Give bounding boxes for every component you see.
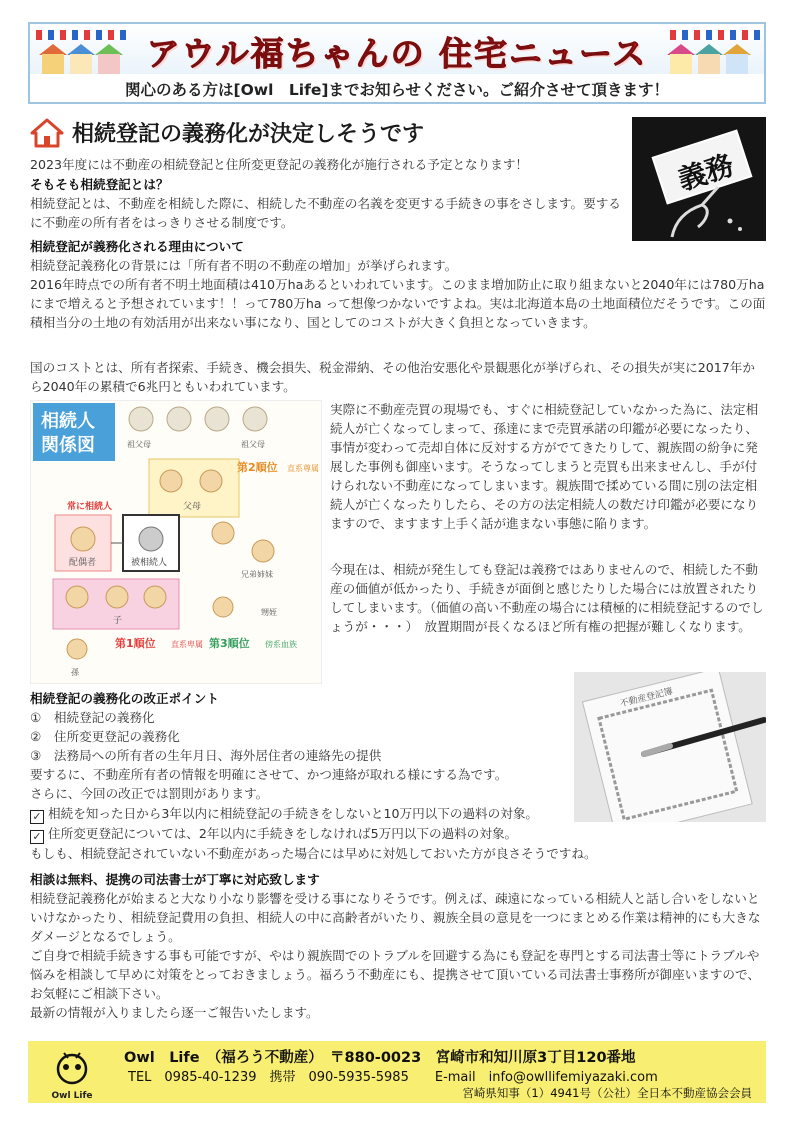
rank3-label: 第3順位 <box>209 637 250 650</box>
penalty-advice: もしも、相続登記されていない不動産があった場合には早めに対処しておいた方が良さそうですね。 <box>30 846 597 861</box>
cert-label: 不動産登記簿 <box>619 686 674 710</box>
section-body-2b: 2016年時点での所有者不明土地面積は410万haあるといわれています。このまま増加防止に取り組まないと2040年には780万haにまで増えると予想されています！！って780万ha って想像つかないですよね。実は北海道本島の土地面積位だそうです。この面積相当分の土地の有効活用が出来ない事になり、国としてのコストが大きく負担となっていきます。 <box>30 277 766 330</box>
penalty-item-2: ✓ 住所変更登記については、2年以内に手続きをしなければ5万円以下の過料の対象。 <box>30 824 766 844</box>
article-intro: 2023年度には不動産の相続登記と住所変更登記の義務化が施行される予定となります！ <box>30 157 529 172</box>
svg-text:甥姪: 甥姪 <box>261 608 277 617</box>
house-icon <box>30 118 64 148</box>
svg-text:祖父母: 祖父母 <box>127 440 151 449</box>
registry-document-image <box>574 672 766 822</box>
penalty-item-1: ✓ 相続を知った日から3年以内に相続登記の手続きをしないと10万円以下の過料の対象。 <box>30 804 766 824</box>
obligation-label: 義務 <box>674 148 738 197</box>
always-heir-label: 常に相続人 <box>67 502 113 512</box>
section-heading-1: そもそも相続登記とは？ <box>30 177 169 192</box>
svg-text:傍系血族: 傍系血族 <box>265 640 297 649</box>
section-body-4c: 最新の情報が入りましたら逐一ご報告いたします。 <box>30 1005 319 1020</box>
section-heading-4: 相談は無料、提携の司法書士が丁寧に対応致します <box>30 872 320 887</box>
section-heading-2: 相続登記が義務化される理由について <box>30 239 244 254</box>
rank2-label: 第2順位 <box>237 461 278 474</box>
owl-life-logo: Owl Life <box>42 1047 102 1099</box>
section-body-4a: 相続登記義務化が始まると大なり小なり影響を受ける事になりそうです。例えば、疎遠になっている相続人と話し合いをしないといけなかったり、相続登記費用の負担、相続人の中に高齢者がいたり、親族全員の意見を一つにまとめる作業は精神的にも大きなダメージとなるでしょう。 <box>30 891 761 944</box>
article-title-row <box>30 117 424 148</box>
header-banner <box>28 22 766 104</box>
svg-text:直系尊属: 直系尊属 <box>287 464 319 473</box>
obligation-image <box>632 117 766 241</box>
reform-point-3: ③ 法務局への所有者の生年月日、海外居住者の連絡先の提供 <box>30 748 382 763</box>
contact-info: TEL 0985-40-1239 携帯 090-5935-5985 E-mail info@owllifemiyazaki.com <box>128 1070 658 1085</box>
section-body-2a: 相続登記義務化の背景には「所有者不明の不動産の増加」が挙げられます。 <box>30 258 458 273</box>
heir-relationship-chart <box>30 400 322 684</box>
article-title: 相続登記の義務化が決定しそうです <box>72 122 425 147</box>
svg-text:孫: 孫 <box>71 668 79 677</box>
svg-text:父母: 父母 <box>183 502 202 512</box>
chart-title-2: 関係図 <box>41 435 95 456</box>
svg-text:被相続人: 被相続人 <box>131 558 168 568</box>
company-address: Owl Life （福ろう不動産） 〒880-0023 宮崎市和知川原3丁目120番地 <box>124 1050 636 1066</box>
svg-text:祖父母: 祖父母 <box>241 440 265 449</box>
checkbox-icon: ✓ <box>30 810 44 824</box>
svg-text:子: 子 <box>113 616 123 626</box>
banner-title: アウル福ちゃんの 住宅ニュース <box>146 34 648 73</box>
section-body-2e: 今現在は、相続が発生しても登記は義務ではありませんので、相続した不動産の価値が低かったり、手続きが面倒と感じたりした場合には放置されたりしてしまいます。（価値の高い不動産の場合には積極的に相続登記するのでしょうが・・・） 放置期間が長くなるほど所有権の把握が難しくなります。 <box>330 562 764 634</box>
penalty-intro: さらに、今回の改正では罰則があります。 <box>30 786 269 801</box>
section-heading-3: 相続登記の義務化の改正ポイント <box>30 691 219 706</box>
svg-text:兄弟姉妹: 兄弟姉妹 <box>241 570 273 579</box>
reform-summary: 要するに、不動産所有者の情報を明確にさせて、かつ連絡が取れる様にする為です。 <box>30 767 508 782</box>
section-body-4b: ご自身で相続手続きする事も可能ですが、やはり親族間でのトラブルを回避する為にも登記を専門とする司法書士等にトラブルや悩みを相談して早めに対策をとっておきましょう。福ろう不動産にも、提携させて頂いている司法書士事務所が御座いますので、お気軽にご相談下さい。 <box>30 948 760 1001</box>
license-info: 宮崎県知事（1）4941号（公社）全日本不動産協会会員 <box>462 1086 752 1100</box>
section-body-2c: 国のコストとは、所有者探索、手続き、機会損失、税金滞納、その他治安悪化や景観悪化が挙げられ、その損失が実に2017年から2040年の累積で6兆円ともいわれています。 <box>30 360 755 394</box>
svg-text:配偶者: 配偶者 <box>69 558 97 568</box>
chart-title-1: 相続人 <box>41 411 95 432</box>
reform-point-1: ① 相続登記の義務化 <box>30 710 155 725</box>
contact-footer <box>28 1041 766 1103</box>
section-body-1: 相続登記とは、不動産を相続した際に、相続した不動産の名義を変更する手続きの事をさします。要するに不動産の所有者をはっきりさせる制度です。 <box>30 196 621 230</box>
rank1-label: 第1順位 <box>115 637 156 650</box>
reform-point-2: ② 住所変更登記の義務化 <box>30 729 180 744</box>
svg-text:直系卑属: 直系卑属 <box>171 640 203 649</box>
section-body-2d: 実際に不動産売買の現場でも、すぐに相続登記していなかった為に、法定相続人が亡くなってしまって、孫達にまで売買承諾の印鑑が必要になったり、事情が変わって売却自体に反対する方がでてきたりして、親族間の紛争に発展した事例も御座います。そうなってしまうと売買も出来ませんし、手が付けられない不動産になってしまいます。親族間で揉めている間に別の法定相続人が亡くなったりしたら、その方の法定相続人の数だけ印鑑が必要になりますので、ますます上手く話が進まない事態に陥ります。 <box>330 402 759 531</box>
banner-subtitle: 関心のある方は[Owl Life]までお知らせください。ご紹介させて頂きます！ <box>125 81 669 99</box>
checkbox-icon: ✓ <box>30 830 44 844</box>
